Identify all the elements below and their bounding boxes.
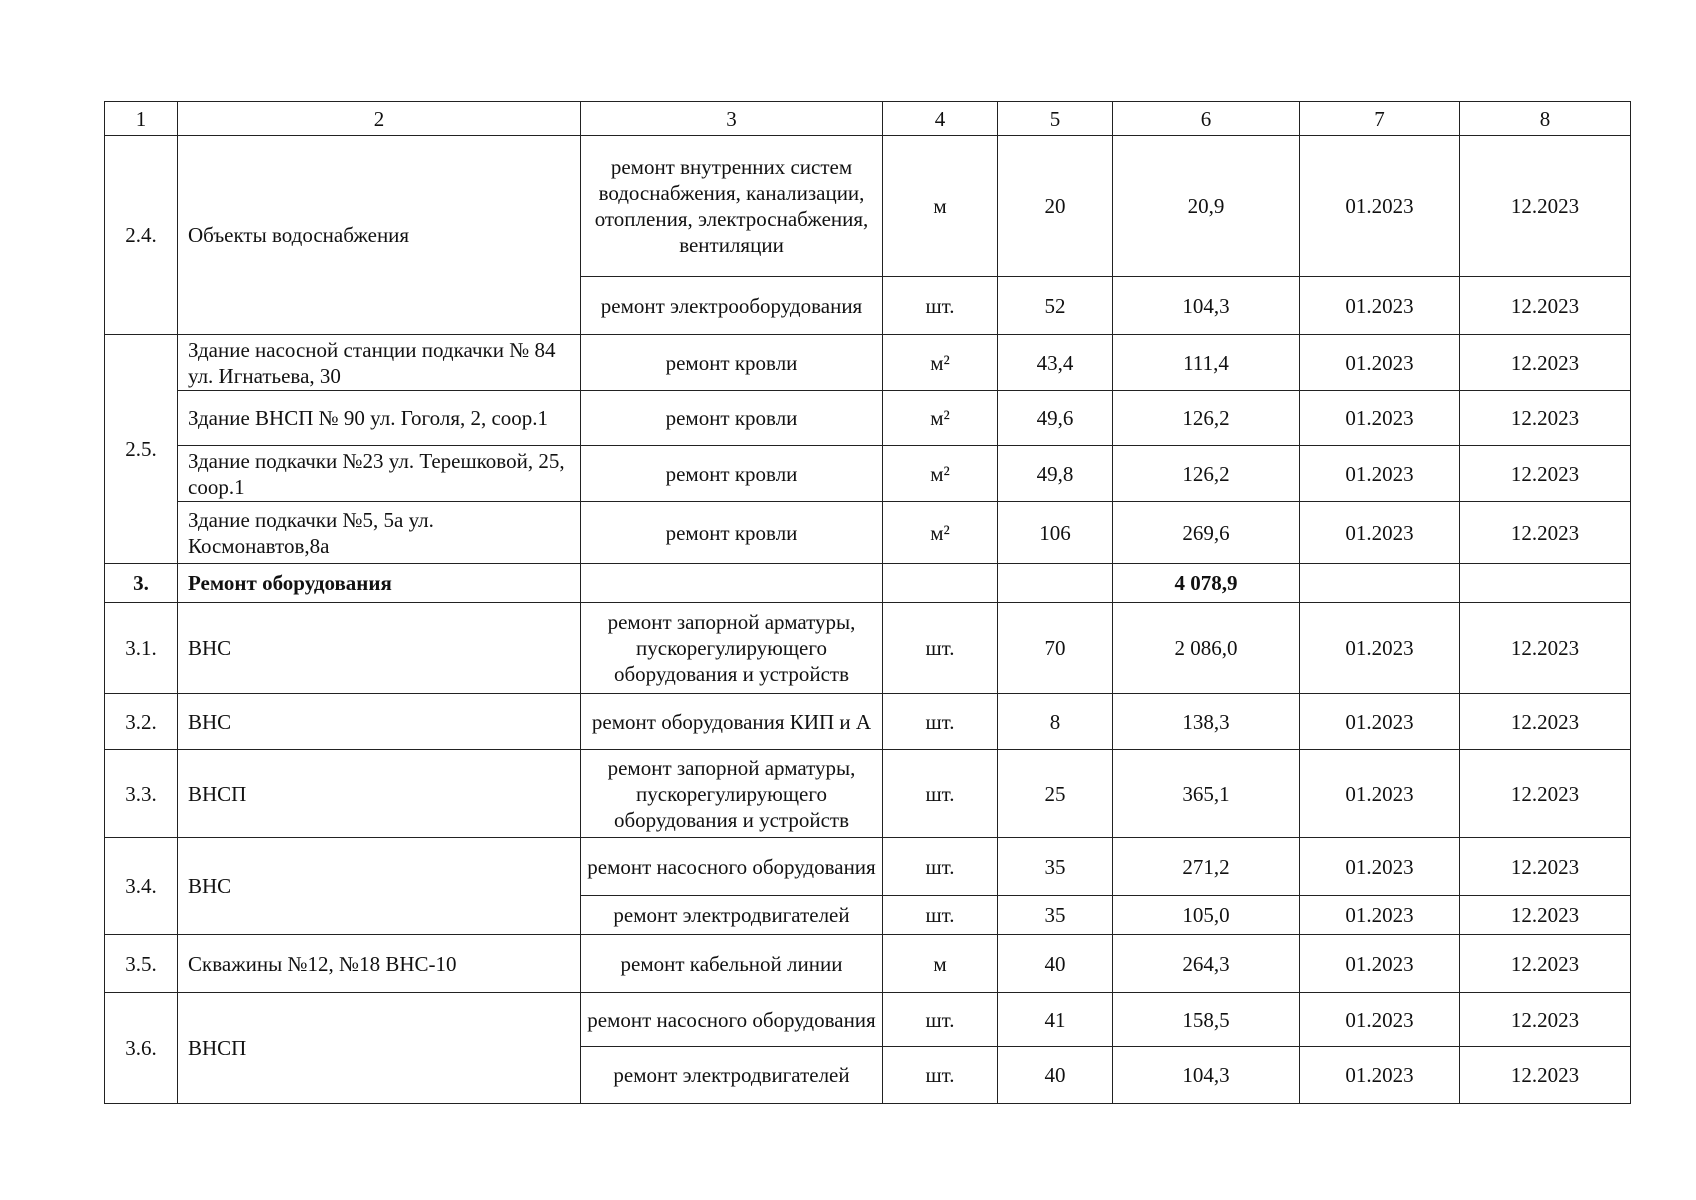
cost: 269,6: [1113, 502, 1300, 564]
start-date: 01.2023: [1300, 694, 1460, 750]
object-name: ВНС: [178, 694, 581, 750]
end-date: 12.2023: [1460, 446, 1631, 502]
work-type: ремонт кровли: [581, 502, 883, 564]
cost: 104,3: [1113, 277, 1300, 335]
cost: 2 086,0: [1113, 603, 1300, 694]
work-type: ремонт внутренних систем водоснабжения, канализации, отопления, электроснабжения, вентиляции: [581, 136, 883, 277]
start-date: 01.2023: [1300, 277, 1460, 335]
end-date: 12.2023: [1460, 603, 1631, 694]
row-number: 3.5.: [105, 935, 178, 993]
start-date: 01.2023: [1300, 1047, 1460, 1104]
unit: м²: [883, 391, 998, 446]
row-number: 3.4.: [105, 838, 178, 935]
row-number: 3.6.: [105, 993, 178, 1104]
work-type: ремонт электрооборудования: [581, 277, 883, 335]
end-date: 12.2023: [1460, 694, 1631, 750]
work-type: ремонт запорной арматуры, пускорегулирующего оборудования и устройств: [581, 750, 883, 838]
work-type: ремонт электродвигателей: [581, 896, 883, 935]
unit: м: [883, 935, 998, 993]
quantity: 49,6: [998, 391, 1113, 446]
end-date: 12.2023: [1460, 1047, 1631, 1104]
quantity: 35: [998, 838, 1113, 896]
table-row: [105, 935, 1631, 993]
end-date: 12.2023: [1460, 750, 1631, 838]
column-header: 8: [1460, 102, 1631, 136]
object-name: ВНС: [178, 603, 581, 694]
unit: шт.: [883, 838, 998, 896]
table-row: [105, 750, 1631, 838]
section-total: 4 078,9: [1113, 564, 1300, 603]
quantity: 70: [998, 603, 1113, 694]
object-name: Скважины №12, №18 ВНС-10: [178, 935, 581, 993]
cost: 126,2: [1113, 446, 1300, 502]
section-row: [105, 564, 1631, 603]
row-number: 2.4.: [105, 136, 178, 335]
unit: шт.: [883, 993, 998, 1047]
unit: шт.: [883, 896, 998, 935]
cost: 264,3: [1113, 935, 1300, 993]
quantity: 43,4: [998, 335, 1113, 391]
work-type: ремонт кровли: [581, 446, 883, 502]
end-date: 12.2023: [1460, 993, 1631, 1047]
works-table: [104, 101, 1631, 1104]
table-row: [105, 502, 1631, 564]
work-type: ремонт кабельной линии: [581, 935, 883, 993]
column-header: 5: [998, 102, 1113, 136]
end-date: 12.2023: [1460, 502, 1631, 564]
table-row: [105, 136, 1631, 277]
section-title: Ремонт оборудования: [178, 564, 581, 603]
quantity: 40: [998, 935, 1113, 993]
quantity: 40: [998, 1047, 1113, 1104]
unit: м²: [883, 502, 998, 564]
unit: шт.: [883, 750, 998, 838]
start-date: 01.2023: [1300, 993, 1460, 1047]
cost: 158,5: [1113, 993, 1300, 1047]
quantity: 20: [998, 136, 1113, 277]
unit: м²: [883, 335, 998, 391]
start-date: 01.2023: [1300, 502, 1460, 564]
work-type: ремонт кровли: [581, 335, 883, 391]
work-type: ремонт оборудования КИП и А: [581, 694, 883, 750]
table-row: [105, 603, 1631, 694]
cost: 105,0: [1113, 896, 1300, 935]
start-date: 01.2023: [1300, 136, 1460, 277]
start-date: 01.2023: [1300, 335, 1460, 391]
object-name: ВНС: [178, 838, 581, 935]
end-date: 12.2023: [1460, 277, 1631, 335]
row-number: 3.3.: [105, 750, 178, 838]
column-header: 2: [178, 102, 581, 136]
object-name: Здание ВНСП № 90 ул. Гоголя, 2, соор.1: [178, 391, 581, 446]
quantity: 25: [998, 750, 1113, 838]
start-date: 01.2023: [1300, 391, 1460, 446]
work-type: ремонт электродвигателей: [581, 1047, 883, 1104]
start-date: 01.2023: [1300, 446, 1460, 502]
start-date: 01.2023: [1300, 896, 1460, 935]
object-name: Здание подкачки №5, 5а ул. Космонавтов,8а: [178, 502, 581, 564]
unit: м²: [883, 446, 998, 502]
column-number-row: [105, 102, 1631, 136]
cost: 138,3: [1113, 694, 1300, 750]
cost: 111,4: [1113, 335, 1300, 391]
quantity: 49,8: [998, 446, 1113, 502]
quantity: 106: [998, 502, 1113, 564]
table-row: [105, 335, 1631, 391]
end-date: 12.2023: [1460, 896, 1631, 935]
row-number: 3.1.: [105, 603, 178, 694]
unit: шт.: [883, 694, 998, 750]
cost: 20,9: [1113, 136, 1300, 277]
unit: шт.: [883, 603, 998, 694]
work-type: ремонт насосного оборудования: [581, 838, 883, 896]
start-date: 01.2023: [1300, 750, 1460, 838]
object-name: Здание подкачки №23 ул. Терешковой, 25, соор.1: [178, 446, 581, 502]
table-row: [105, 694, 1631, 750]
cost: 126,2: [1113, 391, 1300, 446]
end-date: 12.2023: [1460, 136, 1631, 277]
unit: м: [883, 136, 998, 277]
work-type: ремонт насосного оборудования: [581, 993, 883, 1047]
column-header: 6: [1113, 102, 1300, 136]
end-date: 12.2023: [1460, 335, 1631, 391]
table-row: [105, 993, 1631, 1047]
column-header: 3: [581, 102, 883, 136]
quantity: 35: [998, 896, 1113, 935]
column-header: 1: [105, 102, 178, 136]
column-header: 4: [883, 102, 998, 136]
start-date: 01.2023: [1300, 935, 1460, 993]
unit: шт.: [883, 1047, 998, 1104]
cost: 271,2: [1113, 838, 1300, 896]
work-type: ремонт кровли: [581, 391, 883, 446]
table-row: [105, 838, 1631, 896]
unit: шт.: [883, 277, 998, 335]
quantity: 8: [998, 694, 1113, 750]
object-name: Объекты водоснабжения: [178, 136, 581, 335]
start-date: 01.2023: [1300, 838, 1460, 896]
start-date: 01.2023: [1300, 603, 1460, 694]
quantity: 41: [998, 993, 1113, 1047]
column-header: 7: [1300, 102, 1460, 136]
object-name: ВНСП: [178, 750, 581, 838]
section-number: 3.: [105, 564, 178, 603]
row-number: 2.5.: [105, 335, 178, 564]
end-date: 12.2023: [1460, 391, 1631, 446]
end-date: 12.2023: [1460, 838, 1631, 896]
table-row: [105, 446, 1631, 502]
object-name: ВНСП: [178, 993, 581, 1104]
object-name: Здание насосной станции подкачки № 84 ул. Игнатьева, 30: [178, 335, 581, 391]
quantity: 52: [998, 277, 1113, 335]
work-type: ремонт запорной арматуры, пускорегулирующего оборудования и устройств: [581, 603, 883, 694]
row-number: 3.2.: [105, 694, 178, 750]
cost: 104,3: [1113, 1047, 1300, 1104]
end-date: 12.2023: [1460, 935, 1631, 993]
table-row: [105, 391, 1631, 446]
cost: 365,1: [1113, 750, 1300, 838]
